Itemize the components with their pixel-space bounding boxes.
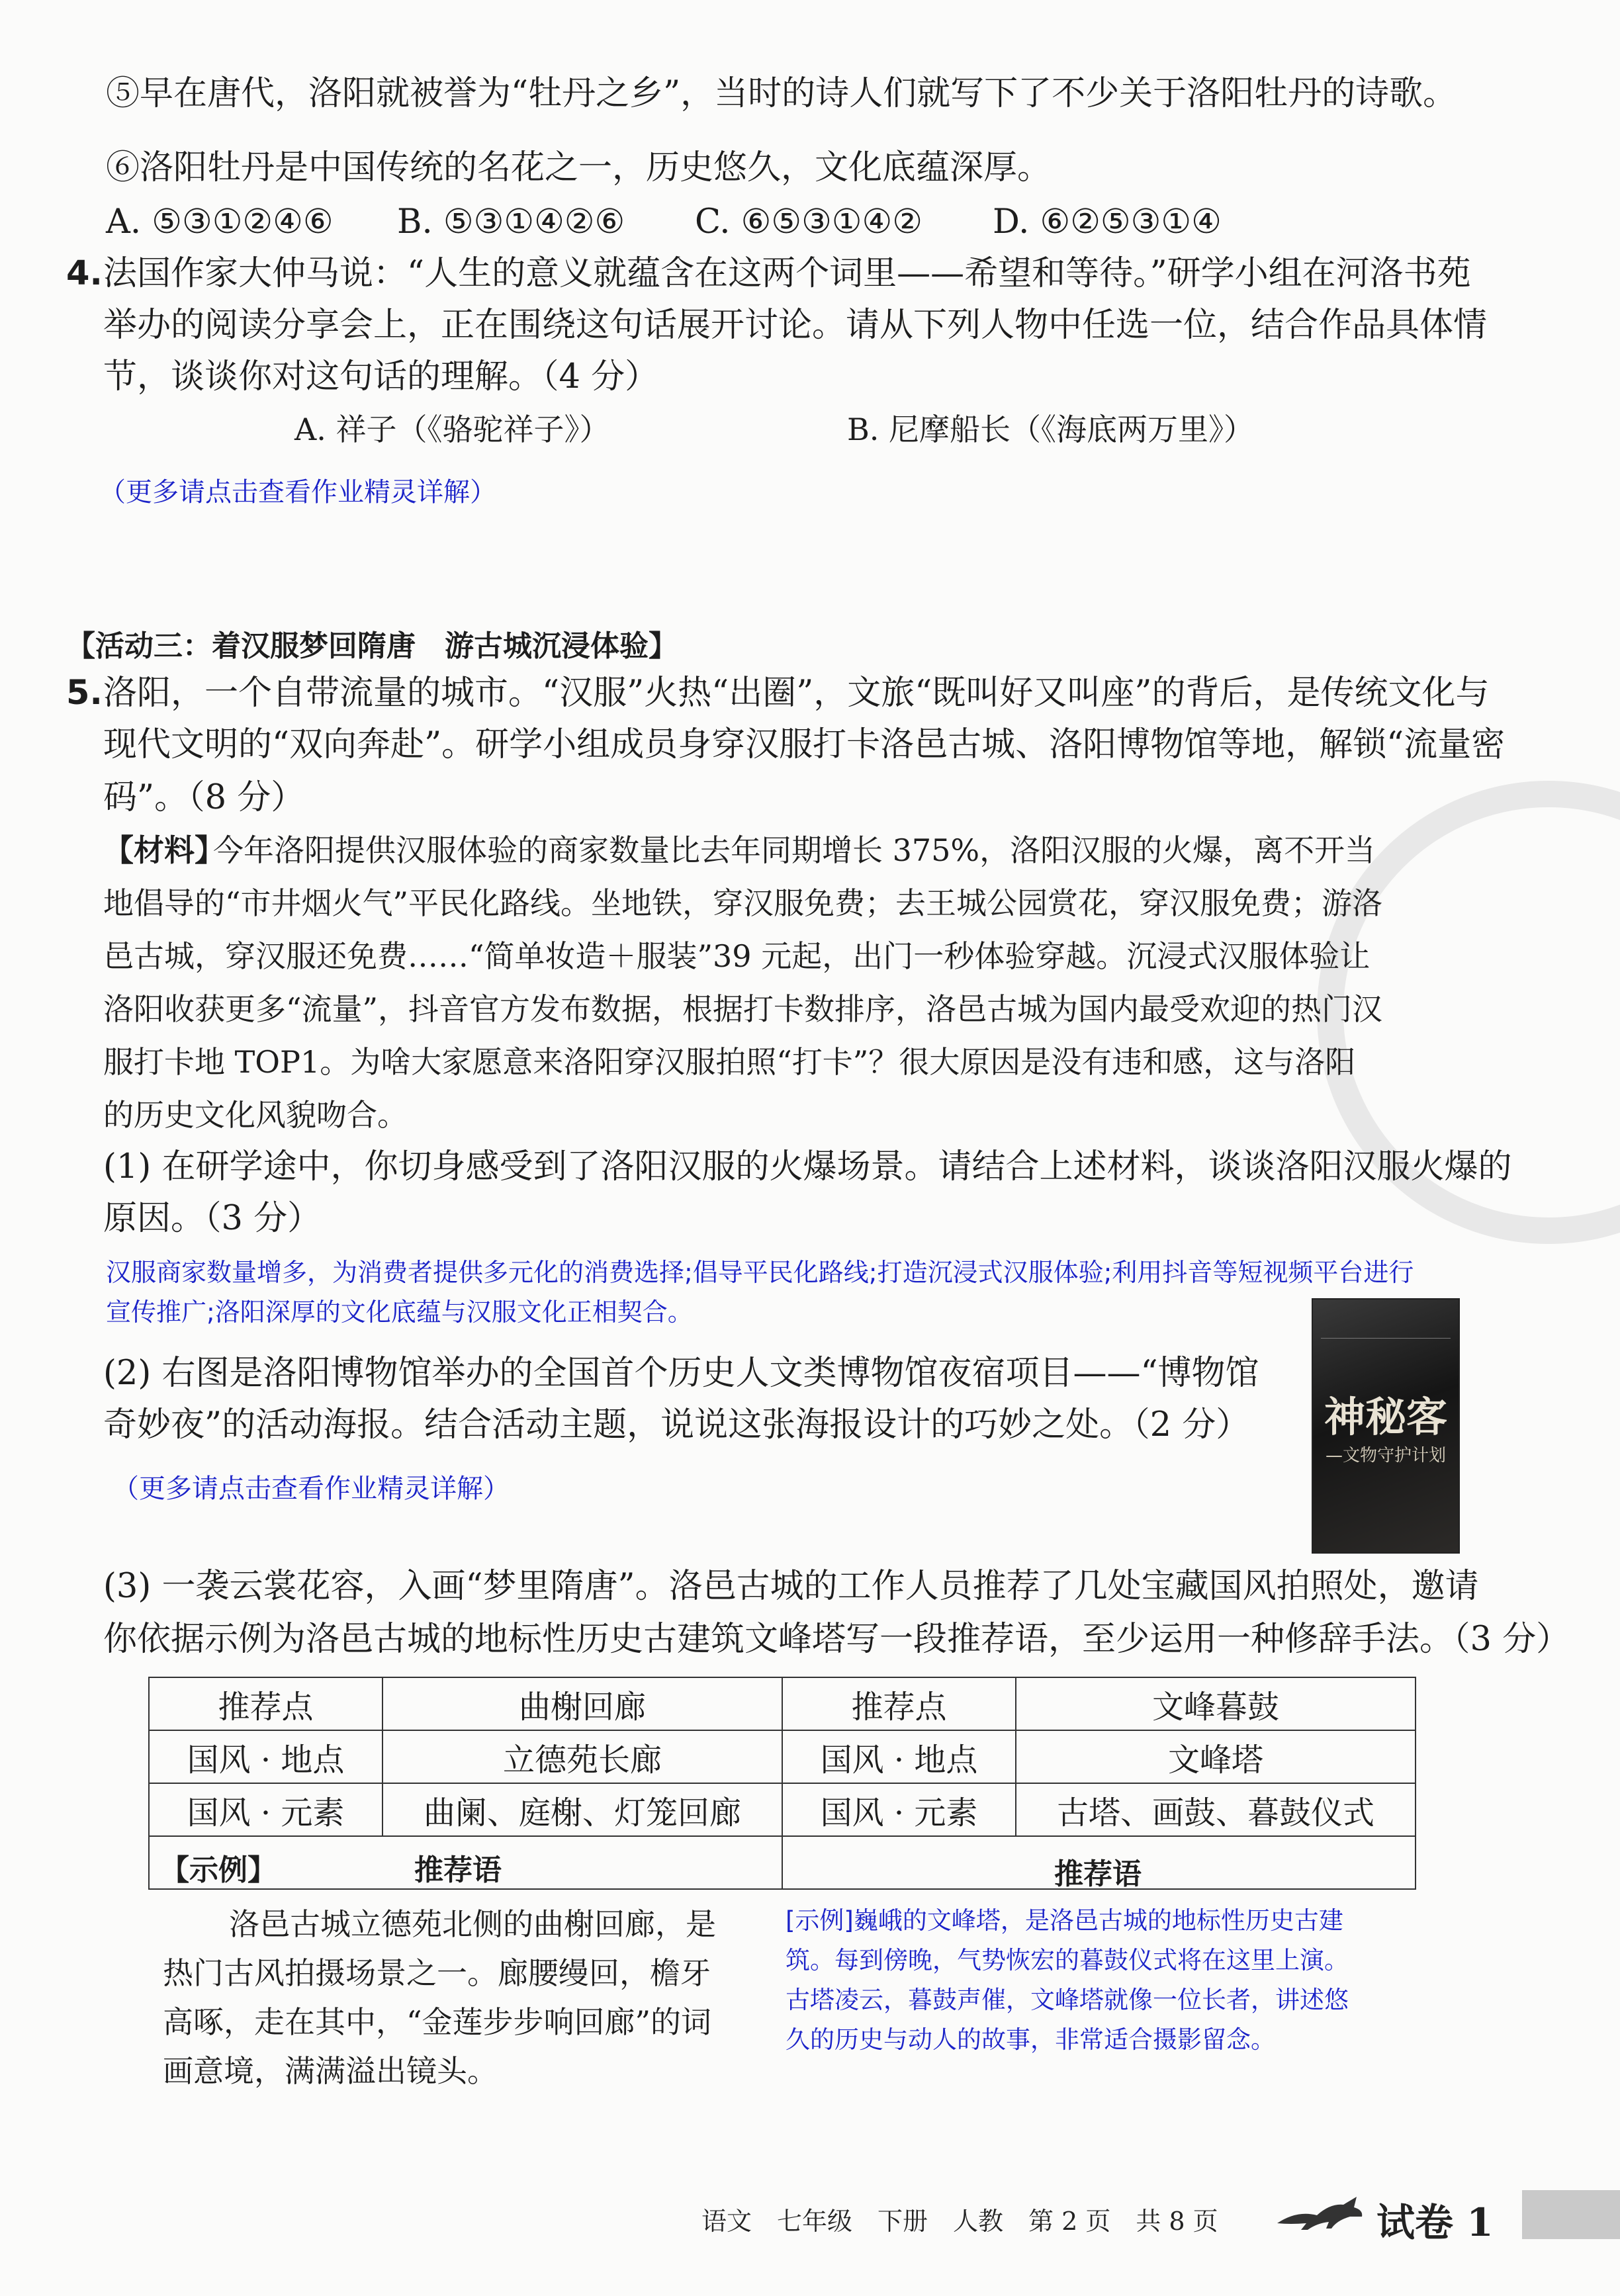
sentence-6: ⑥洛阳牡丹是中国传统的名花之一，历史悠久，文化底蕴深厚。 [106,148,1052,187]
more-details-link[interactable]: （更多请点击查看作业精灵详解） [99,477,496,508]
question-4-choice-b: B. 尼摩船长（《海底两万里》） [847,412,1255,447]
table-cell: 文峰塔 [1016,1730,1416,1783]
example-recommend-title: 推荐语 [414,1853,502,1887]
option-b: B. ⑤③①④②⑥ [397,202,625,242]
example-line-3: 高啄，走在其中，“金莲步步响回廊”的词 [163,2004,712,2040]
footer-grey-bar [1522,2190,1620,2239]
answer-line-3: 古塔凌云，暮鼓声催，文峰塔就像一位长者，讲述悠 [785,1986,1349,2014]
paper-badge: 试卷 1 [1376,2200,1494,2245]
answer-line-2: 筑。每到傍晚，气势恢宏的暮鼓仪式将在这里上演。 [785,1946,1349,1974]
sub-question-2-line-2: 奇妙夜”的活动海报。结合活动主题，说说这张海报设计的巧妙之处。（2 分） [103,1405,1250,1444]
answer-line-4: 久的历史与动人的故事，非常适合摄影留念。 [785,2025,1275,2054]
table-cell: 曲榭回廊 [382,1677,782,1730]
table-header-cell: 国风 · 地点 [149,1730,382,1783]
table-header-cell: 推荐点 [149,1677,382,1730]
question-5-line-3: 码”。（8 分） [103,778,305,817]
material-line-4: 洛阳收获更多“流量”，抖音官方发布数据，根据打卡数排序，洛邑古城为国内最受欢迎的热门汉 [103,991,1383,1027]
question-4-number: 4. [66,254,103,293]
table-row [149,1783,1416,1836]
table-header-cell: 推荐点 [782,1677,1016,1730]
page-footer: 语文 七年级 下册 人教 第 2 页 共 8 页 [701,2207,1218,2236]
question-5-line-2: 现代文明的“双向奔赴”。研学小组成员身穿汉服打卡洛邑古城、洛阳博物馆等地，解锁“流量密 [103,725,1506,764]
example-line-1: 洛邑古城立德苑北侧的曲榭回廊，是 [229,1906,716,1942]
example-cell [149,1836,782,2089]
sub-question-3-line-1: (3) 一袭云裳花容，入画“梦里隋唐”。洛邑古城的工作人员推荐了几处宝藏国风拍照处，邀请 [103,1567,1479,1606]
activity-3-title: 【活动三：着汉服梦回隋唐 游古城沉浸体验】 [66,629,678,663]
material-line-5: 服打卡地 TOP1。为啥大家愿意来洛阳穿汉服拍照“打卡”？很大原因是没有违和感，这与洛阳 [103,1044,1356,1080]
material-line-1: 今年洛阳提供汉服体验的商家数量比去年同期增长 375%，洛阳汉服的火爆，离不开当 [213,832,1376,868]
poster-header-band [1321,1311,1451,1339]
example-line-4: 画意境，满满溢出镜头。 [163,2053,498,2089]
sub-question-3-line-2: 你依据示例为洛邑古城的地标性历史古建筑文峰塔写一段推荐语，至少运用一种修辞手法。（3 分） [103,1620,1570,1659]
poster-subtitle: —文物守护计划 [1325,1446,1446,1466]
option-c: C. ⑥⑤③①④② [695,202,922,242]
table-cell: 文峰暮鼓 [1016,1677,1416,1730]
material-line-6: 的历史文化风貌吻合。 [103,1097,408,1133]
poster-title: 神秘客 [1324,1393,1447,1441]
answer-line-1: [示例]巍峨的文峰塔，是洛邑古城的地标性历史古建 [785,1906,1343,1935]
option-d: D. ⑥②⑤③①④ [993,202,1222,242]
table-cell: 立德苑长廊 [382,1730,782,1783]
sub-question-2-line-1: (2) 右图是洛阳博物馆举办的全国首个历史人文类博物馆夜宿项目——“博物馆 [103,1354,1259,1393]
horse-icon [1271,2190,1370,2236]
question-4-choice-a: A. 祥子（《骆驼祥子》） [294,412,610,447]
sub-question-1-line-1: (1) 在研学途中，你切身感受到了洛阳汉服的火爆场景。请结合上述材料，谈谈洛阳汉服火爆的 [103,1147,1512,1186]
table-header-cell: 国风 · 元素 [782,1783,1016,1836]
table-cell: 古塔、画鼓、暮鼓仪式 [1016,1783,1416,1836]
question-4-line-2: 举办的阅读分享会上，正在围绕这句话展开讨论。请从下列人物中任选一位，结合作品具体情 [103,306,1488,345]
example-label: 【示例】 [160,1853,277,1887]
more-details-link-2[interactable]: （更多请点击查看作业精灵详解） [112,1474,510,1504]
table-row [149,1677,1416,1730]
answer-1-line-2: 宣传推广;洛阳深厚的文化底蕴与汉服文化正相契合。 [106,1298,693,1327]
table-header-cell: 国风 · 元素 [149,1783,382,1836]
question-5-line-1: 洛阳，一个自带流量的城市。“汉服”火热“出圈”，文旅“既叫好又叫座”的背后，是传统文化与 [103,674,1490,713]
sub-question-1-line-2: 原因。（3 分） [103,1199,322,1238]
answer-cell [782,1836,1416,2054]
sentence-5: ⑤早在唐代，洛阳就被誉为“牡丹之乡”，当时的诗人们就写下了不少关于洛阳牡丹的诗歌。 [106,74,1457,113]
question-5-number: 5. [66,674,103,713]
table-row [149,1836,1416,1889]
material-label: 【材料】 [103,832,225,868]
question-4-line-3: 节，谈谈你对这句话的理解。（4 分） [103,357,659,396]
table-row [149,1730,1416,1783]
recommendation-table [148,1677,1416,2089]
material-line-2: 地倡导的“市井烟火气”平民化路线。坐地铁，穿汉服免费；去王城公园赏花，穿汉服免费；游洛 [103,885,1383,921]
answer-recommend-title: 推荐语 [1054,1857,1142,1891]
example-line-2: 热门古风拍摄场景之一。廊腰缦回，檐牙 [163,1955,711,1991]
material-line-3: 邑古城，穿汉服还免费……“简单妆造＋服装”39 元起，出门一秒体验穿越。沉浸式汉服体验让 [103,938,1371,974]
table-header-cell: 国风 · 地点 [782,1730,1016,1783]
table-cell: 曲阑、庭榭、灯笼回廊 [382,1783,782,1836]
museum-night-poster [1312,1298,1460,1554]
option-a: A. ⑤③①②④⑥ [106,202,334,242]
answer-1-line-1: 汉服商家数量增多，为消费者提供多元化的消费选择;倡导平民化路线;打造沉浸式汉服体验;利用抖音等短视频平台进行 [106,1258,1414,1287]
question-4-line-1: 法国作家大仲马说：“人生的意义就蕴含在这两个词里——希望和等待。”研学小组在河洛书苑 [103,254,1471,293]
